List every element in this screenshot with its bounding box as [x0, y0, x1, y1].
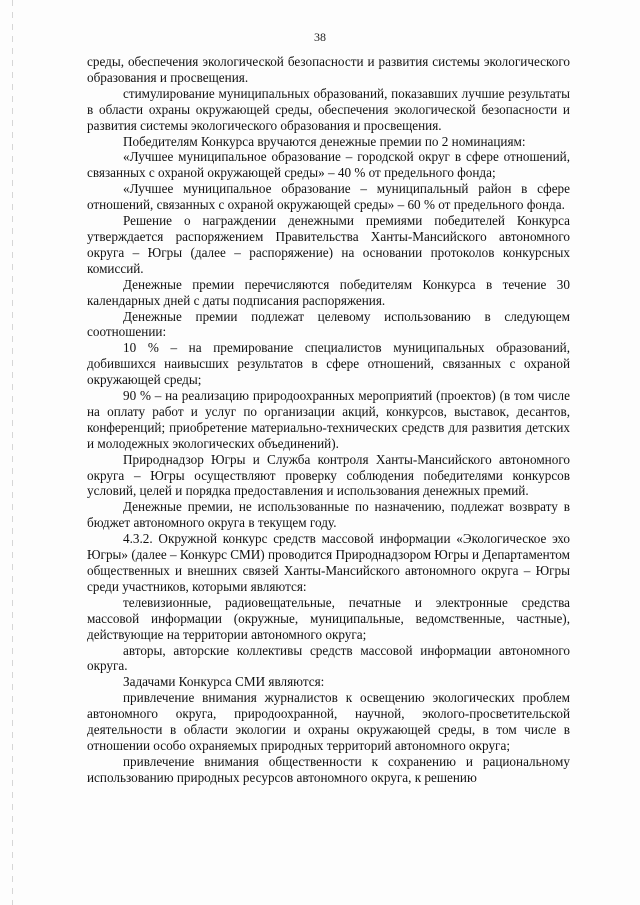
- paragraph: Решение о награждении денежными премиями победителей Конкурса утверждается распоряжением Правительства Ханты-Мансийского автономного округа – Югры (далее – распоряжение) на основании протоколов конкурсных комиссий.: [87, 213, 570, 276]
- paragraph: Денежные премии, не использованные по назначению, подлежат возврату в бюджет автономного округа в текущем году.: [87, 499, 570, 531]
- page-number: 38: [314, 30, 326, 44]
- scan-edge-line: [12, 0, 13, 905]
- paragraph: «Лучшее муниципальное образование – муниципальный район в сфере отношений, связанных с охраной окружающей среды» – 60 % от предельного фонда.: [87, 181, 570, 213]
- document-body: [87, 54, 570, 786]
- paragraph: авторы, авторские коллективы средств массовой информации автономного округа.: [87, 642, 570, 674]
- paragraph: привлечение внимания общественности к сохранению и рациональному использованию природных ресурсов автономного округа, к решению: [87, 753, 570, 785]
- paragraph: привлечение внимания журналистов к освещению экологических проблем автономного округа, природоохранной, научной, эколого-просветительской деятельности в области экологии и охраны окружающей среды, в том числе в отношении особо охраняемых природных территорий автономного округа;: [87, 690, 570, 753]
- paragraph: Победителям Конкурса вручаются денежные премии по 2 номинациям:: [123, 133, 526, 149]
- paragraph: 10 % – на премирование специалистов муниципальных образований, добившихся наивысших результатов в сфере отношений, связанных с охраной окружающей среды;: [87, 340, 570, 388]
- paragraph: среды, обеспечения экологической безопасности и развития системы экологического образования и просвещения.: [87, 54, 570, 85]
- paragraph: телевизионные, радиовещательные, печатные и электронные средства массовой информации (окружные, муниципальные, ведомственные, частные), действующие на территории автономного округа;: [87, 594, 570, 642]
- paragraph: Денежные премии подлежат целевому использованию в следующем соотношении:: [87, 308, 570, 340]
- paragraph: 90 % – на реализацию природоохранных мероприятий (проектов) (в том числе на оплату работ и услуг по организации акций, конкурсов, выставок, десантов, конференций; приобретение материально-технических средств для развития детских и молодежных экологических объединений).: [87, 388, 570, 451]
- paragraph: Задачами Конкурса СМИ являются:: [123, 674, 325, 690]
- paragraph: Природнадзор Югры и Служба контроля Ханты-Мансийского автономного округа – Югры осуществляют проверку соблюдения победителями конкурсов условий, целей и порядка предоставления и использования денежных премий.: [87, 451, 570, 499]
- paragraph: 4.3.2. Окружной конкурс средств массовой информации «Экологическое эхо Югры» (далее – Конкурс СМИ) проводится Природнадзором Югры и Департаментом общественных и внешних связей Ханты-Мансийского автономного округа – Югры среди участников, которыми являются:: [87, 531, 570, 594]
- paragraph: Денежные премии перечисляются победителям Конкурса в течение 30 календарных дней с даты подписания распоряжения.: [87, 276, 570, 308]
- paragraph: стимулирование муниципальных образований, показавших лучшие результаты в области охраны окружающей среды, обеспечения экологической безопасности и развития системы экологического образования и просвещения.: [87, 85, 570, 133]
- paragraph: «Лучшее муниципальное образование – городской округ в сфере отношений, связанных с охраной окружающей среды» – 40 % от предельного фонда;: [87, 149, 570, 181]
